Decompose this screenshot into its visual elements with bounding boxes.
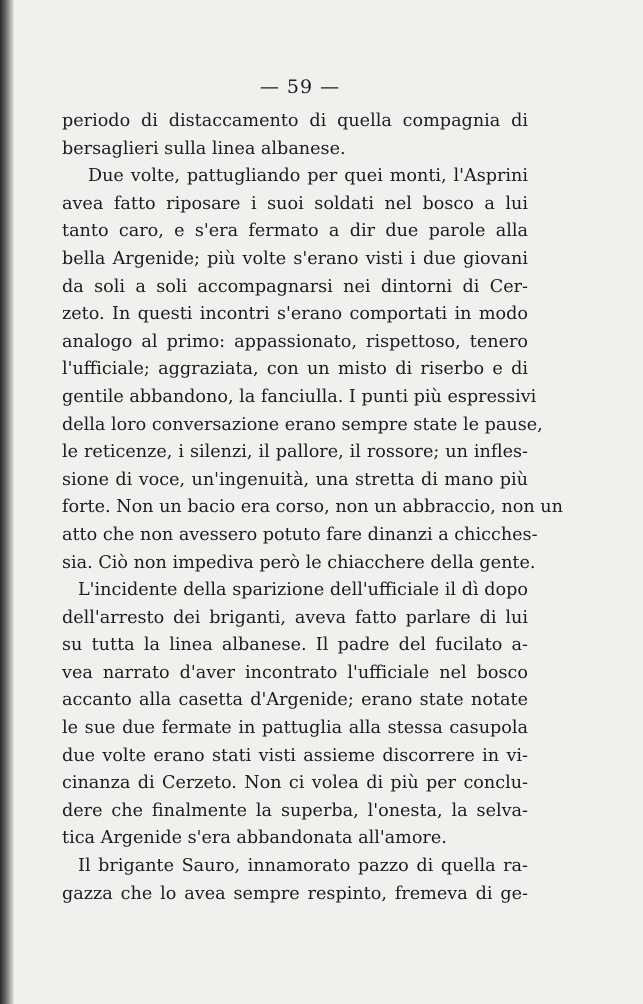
text-line: della loro conversazione erano sempre state le pause, [62,414,543,435]
text-line: zeto. In questi incontri s'erano comportati in modo [62,304,528,325]
text-line: le sue due fermate in pattuglia alla stessa casupola [62,718,528,739]
text-line: atto che non avessero potuto fare dinanzi a chicches- [62,524,538,545]
text-line: dere che finalmente la superba, l'onesta, la selva- [62,800,528,821]
text-line: periodo di distaccamento di quella compagnia di [62,111,528,131]
text-line: l'ufficiale; aggraziata, con un misto di riserbo e di [62,359,528,380]
text-line: accanto alla casetta d'Argenide; erano state notate [62,690,528,711]
text-line: cinanza di Cerzeto. Non ci volea di più per conclu- [62,773,528,794]
text-line: L'incidente della sparizione dell'ufficiale il dì dopo [78,580,528,601]
text-line: due volte erano stati visti assieme discorrere in vi- [62,745,528,766]
text-line: avea fatto riposare i suoi soldati nel bosco a lui [62,193,528,214]
text-line: su tutta la linea albanese. Il padre del fucilato a- [62,635,528,656]
body-text [62,108,563,908]
text-line: bersaglieri sulla linea albanese. [62,138,346,159]
text-line: tanto caro, e s'era fermato a dir due parole alla [62,221,528,242]
text-line: tica Argenide s'era abbandonata all'amore. [62,828,447,849]
page-number: — 59 — [259,76,341,98]
text-line: gazza che lo avea sempre respinto, fremeva di ge- [62,883,528,904]
text-line: analogo al primo: appassionato, rispettoso, tenero [62,331,528,352]
text-line: vea narrato d'aver incontrato l'ufficiale nel bosco [62,662,528,683]
text-line: sia. Ciò non impediva però le chiacchere della gente. [62,552,536,573]
text-line: da soli a soli accompagnarsi nei dintorni di Cer- [62,276,528,297]
text-line: forte. Non un bacio era corso, non un abbraccio, non un [62,497,563,518]
text-line: Due volte, pattugliando per quei monti, l'Asprini [88,166,528,187]
text-line: Il brigante Sauro, innamorato pazzo di quella ra- [78,856,528,877]
text-line: gentile abbandono, la fanciulla. I punti più espressivi [62,386,537,407]
text-line: bella Argenide; più volte s'erano visti i due giovani [62,248,528,269]
text-line: sione di voce, un'ingenuità, una stretta di mano più [62,469,528,490]
text-line: le reticenze, i silenzi, il pallore, il rossore; un infles- [62,442,528,463]
text-line: dell'arresto dei briganti, aveva fatto parlare di lui [62,607,528,628]
binding-shadow [0,0,14,1004]
